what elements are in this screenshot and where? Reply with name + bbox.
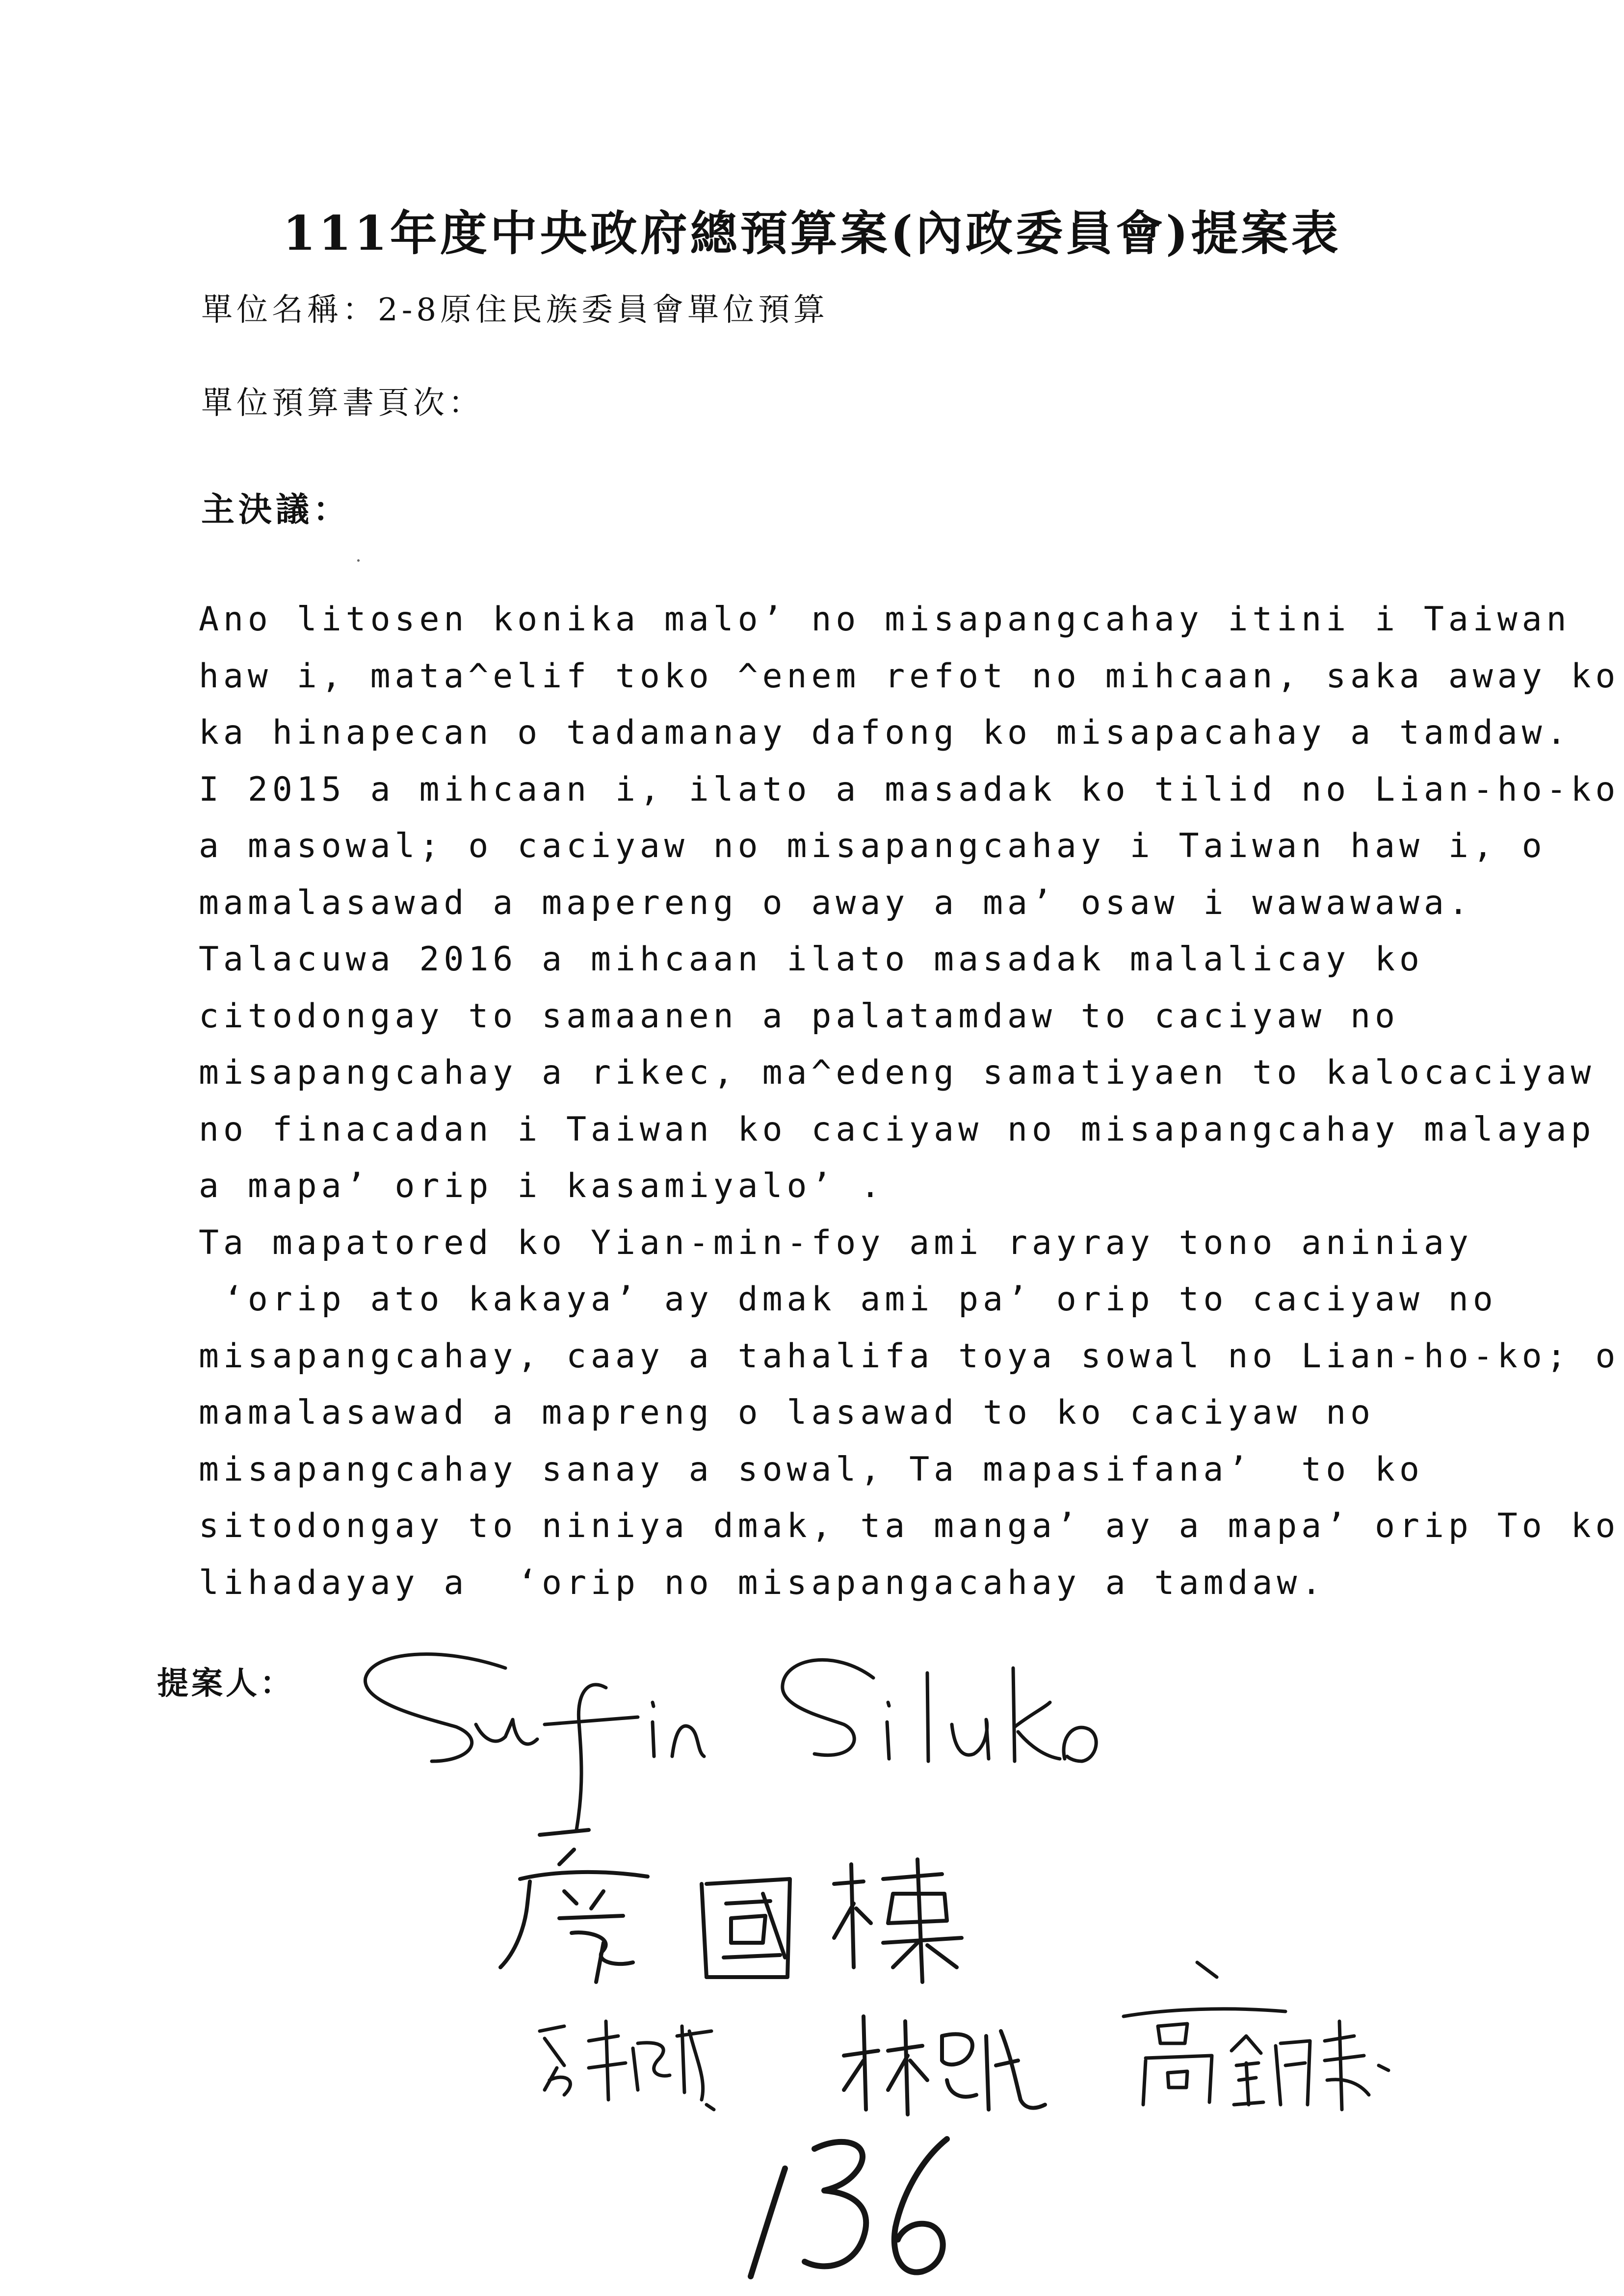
unit-name: 單位名稱：2-8原住民族委員會單位預算 (201, 292, 829, 328)
body-line: misapangcahay a rikec, ma^edeng samatiyaen to kalocaciyaw (199, 1053, 1596, 1092)
body-line: Ta mapatored ko Yian-min-foy ami rayray tono aniniay (199, 1223, 1473, 1262)
body-line: a mapa’ orip i kasamiyalo’ . (199, 1167, 885, 1205)
body-line: haw i, mata^elif toko ^enem refot no mihcaan, saka away ko (199, 656, 1620, 696)
body-line: no finacadan i Taiwan ko caciyaw no misapangcahay malayap (199, 1110, 1596, 1149)
document-title: 111年度中央政府總預算案(內政委員會)提案表 (283, 206, 1341, 261)
body-line: mamalasawad a mapreng o lasawad to ko caciyaw no (199, 1393, 1375, 1432)
signature-sufin-siluko (365, 1654, 1096, 1830)
body-line: I 2015 a mihcaan i, ilato a masadak ko tilid no Lian-ho-ko (199, 770, 1620, 809)
body-line: citodongay to samaanen a palatamdaw to caciyaw no (199, 996, 1400, 1036)
signature-lin-szu-ming (844, 2016, 1045, 2114)
body-line: ‘orip ato kakaya’ ay dmak ami pa’ orip to caciyaw no (199, 1280, 1497, 1319)
body-line: Ano litosen konika malo’ no misapangcahay itini i Taiwan (199, 600, 1571, 639)
body-line: misapangcahay, caay a tahalifa toya sowal no Lian-ho-ko; o (199, 1336, 1620, 1376)
body-line: misapangcahay sanay a sowal, Ta mapasifana’ to ko (199, 1450, 1424, 1489)
budget-page-number: 單位預算書頁次： (201, 385, 484, 421)
body-line: Talacuwa 2016 a mihcaan ilato masadak malalicay ko (199, 940, 1424, 979)
body-line: ka hinapecan o tadamanay dafong ko misapacahay a tamdaw. (199, 713, 1571, 752)
main-resolution-label: 主決議： (201, 490, 351, 529)
body-line: mamalasawad a mapereng o away a ma’ osaw i wawawawa. (199, 883, 1473, 922)
proposer-label: 提案人： (157, 1665, 294, 1702)
body-line: lihadayay a ‘orip no misapangacahay a tamdaw. (199, 1563, 1326, 1602)
signature-kao-chin-su-mei (1124, 1962, 1388, 2110)
handwritten-page-number (751, 2139, 947, 2276)
signature-cheng-tien-tsai (540, 2021, 714, 2110)
body-line: sitodongay to niniya dmak, ta manga’ ay a mapa’ orip To ko (199, 1507, 1620, 1545)
body-line: a masowal; o caciyaw no misapangcahay i Taiwan haw i, o (199, 827, 1546, 865)
signature-liao-kuo-tung (500, 1830, 962, 1982)
